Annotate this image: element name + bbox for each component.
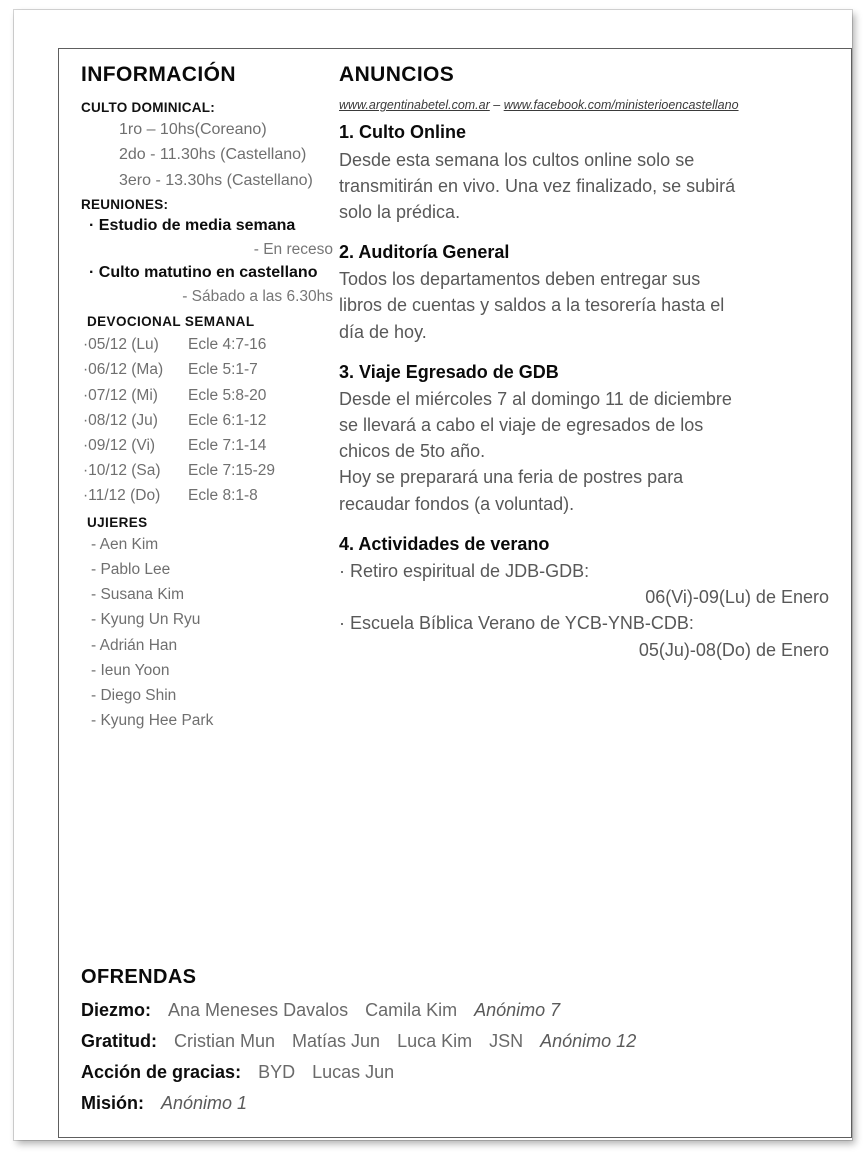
devocional-row — [81, 408, 335, 433]
culto-time-item: 3ero - 13.30hs (Castellano) — [119, 171, 313, 189]
culto-times-list — [81, 117, 335, 193]
announcement-title: 1. Culto Online — [339, 122, 467, 142]
link-separator: – — [489, 98, 504, 112]
reuniones-heading: REUNIONES: — [81, 196, 169, 212]
ofrenda-row — [81, 1088, 851, 1119]
anuncios-column — [335, 49, 851, 678]
devocional-row — [81, 357, 335, 382]
paper-sheet — [22, 18, 844, 1130]
ofrenda-donor: Luca Kim — [397, 1031, 473, 1052]
culto-dominical-heading: CULTO DOMINICAL: — [81, 100, 215, 115]
ofrenda-donor: Camila Kim — [365, 1000, 458, 1021]
devocional-heading: DEVOCIONAL SEMANAL — [87, 314, 255, 330]
devocional-date: ·11/12 (Do) — [83, 486, 161, 504]
reuniones-list — [81, 214, 335, 309]
ofrenda-label: Diezmo: — [81, 1000, 152, 1021]
devocional-reference: Ecle 5:1-7 — [188, 361, 258, 379]
activity-date: 06(Vi)-09(Lu) de Enero — [645, 587, 829, 608]
devocional-reference: Ecle 6:1-12 — [188, 411, 267, 429]
ofrendas-title: OFRENDAS — [81, 966, 197, 989]
two-column-layout — [59, 49, 851, 733]
ofrenda-anonymous: Anónimo 7 — [474, 1000, 561, 1021]
ujieres-heading: UJIERES — [87, 515, 148, 531]
list-item: - Diego Shin — [91, 686, 177, 704]
devocional-row — [81, 332, 335, 357]
announcement-line: Todos los departamentos deben entregar sus — [339, 269, 701, 290]
devocional-date: ·10/12 (Sa) — [83, 461, 161, 479]
devocional-reference: Ecle 5:8-20 — [188, 386, 267, 404]
ofrenda-donor: Ana Meneses Davalos — [168, 1000, 349, 1021]
ofrenda-anonymous: Anónimo 12 — [540, 1031, 637, 1052]
announcement-item — [339, 360, 833, 517]
devocional-row — [81, 383, 335, 408]
announcement-line: libros de cuentas y saldos a la tesorería hasta el — [339, 295, 725, 316]
announcement-item — [339, 120, 833, 225]
ofrenda-donor: Cristian Mun — [174, 1031, 276, 1052]
announcement-line: recaudar fondos (a voluntad). — [339, 493, 575, 514]
anuncios-title: ANUNCIOS — [339, 63, 455, 86]
announcement-item — [339, 532, 833, 663]
list-item: - Kyung Un Ryu — [91, 611, 201, 629]
list-item: - Ieun Yoon — [91, 661, 170, 679]
devocional-reference: Ecle 8:1-8 — [188, 486, 258, 504]
announcement-title: 3. Viaje Egresado de GDB — [339, 361, 559, 382]
ofrenda-label: Gratitud: — [81, 1031, 157, 1052]
announcement-line: Hoy se preparará una feria de postres para — [339, 467, 684, 488]
activity-label: · Escuela Bíblica Verano de YCB-YNB-CDB: — [339, 613, 694, 634]
announcement-line: chicos de 5to año. — [339, 441, 486, 462]
devocional-table — [81, 332, 335, 508]
announcement-line: solo la prédica. — [339, 201, 461, 222]
devocional-reference: Ecle 4:7-16 — [188, 336, 267, 354]
reunion-detail: - Sábado a las 6.30hs — [182, 288, 333, 306]
devocional-row — [81, 458, 335, 483]
devocional-date: ·07/12 (Mi) — [83, 386, 158, 404]
devocional-reference: Ecle 7:1-14 — [188, 436, 267, 454]
devocional-reference: Ecle 7:15-29 — [188, 461, 276, 479]
link-facebook[interactable]: www.facebook.com/ministerioencastellano — [503, 98, 739, 112]
ofrenda-donor: BYD — [258, 1062, 296, 1083]
ujieres-list — [81, 532, 335, 733]
devocional-row — [81, 483, 335, 508]
ofrenda-row — [81, 1057, 851, 1088]
ofrenda-label: Acción de gracias: — [81, 1062, 242, 1083]
culto-time-item: 2do - 11.30hs (Castellano) — [119, 146, 307, 164]
reunion-name: · Culto matutino en castellano — [89, 264, 318, 282]
list-item: - Pablo Lee — [91, 561, 171, 579]
devocional-date: ·05/12 (Lu) — [83, 336, 159, 354]
ofrenda-row — [81, 995, 851, 1026]
ofrenda-donor: Lucas Jun — [312, 1062, 395, 1083]
activity-label: · Retiro espiritual de JDB-GDB: — [339, 561, 590, 582]
reunion-detail: - En receso — [253, 240, 333, 258]
reunion-name: · Estudio de media semana — [89, 216, 296, 234]
list-item: - Aen Kim — [91, 536, 159, 554]
ofrenda-label: Misión: — [81, 1093, 144, 1114]
informacion-column — [59, 49, 335, 733]
list-item: - Kyung Hee Park — [91, 711, 214, 729]
website-links — [339, 98, 833, 112]
announcement-line: día de hoy. — [339, 321, 427, 342]
list-item: - Adrián Han — [91, 636, 178, 654]
announcement-line: Desde esta semana los cultos online solo se — [339, 149, 695, 170]
announcement-title: 2. Auditoría General — [339, 241, 510, 262]
announcement-item — [339, 240, 833, 345]
announcement-line: Desde el miércoles 7 al domingo 11 de diciembre — [339, 389, 732, 410]
devocional-date: ·06/12 (Ma) — [83, 361, 164, 379]
content-frame — [58, 48, 852, 1138]
announcement-title: 4. Actividades de verano — [339, 533, 550, 554]
ofrenda-donor: Matías Jun — [292, 1031, 381, 1052]
ofrenda-anonymous: Anónimo 1 — [161, 1093, 248, 1114]
list-item: - Susana Kim — [91, 586, 185, 604]
devocional-row — [81, 433, 335, 458]
informacion-title: INFORMACIÓN — [81, 63, 236, 86]
ofrenda-row — [81, 1026, 851, 1057]
ofrenda-donor: JSN — [489, 1031, 524, 1052]
devocional-date: ·08/12 (Ju) — [83, 411, 158, 429]
announcement-line: transmitirán en vivo. Una vez finalizado, se subirá — [339, 175, 736, 196]
ofrendas-section — [81, 966, 851, 1119]
culto-time-item: 1ro – 10hs(Coreano) — [119, 121, 267, 138]
announcement-line: se llevará a cabo el viaje de egresados de los — [339, 415, 704, 436]
link-website[interactable]: www.argentinabetel.com.ar — [339, 98, 490, 112]
activity-date: 05(Ju)-08(Do) de Enero — [638, 639, 829, 660]
devocional-date: ·09/12 (Vi) — [83, 436, 156, 454]
